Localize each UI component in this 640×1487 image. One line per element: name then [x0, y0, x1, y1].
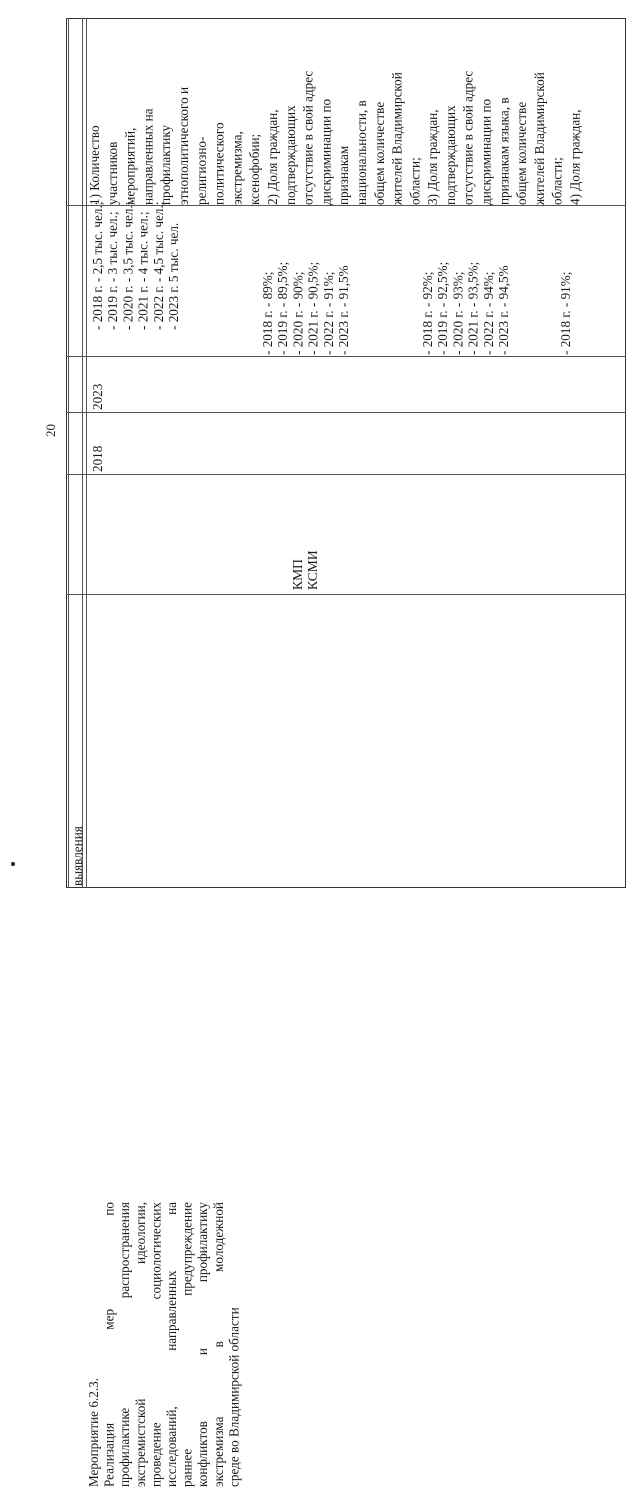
value-line: - 2018 г. - 92%;: [420, 271, 435, 355]
indicator-line: дискриминации по: [478, 98, 494, 205]
indicator-line: области;: [549, 157, 565, 205]
indicator-line: направленных на: [140, 108, 156, 205]
executor-line: КМП: [290, 559, 305, 590]
value-line: - 2019 г. - 89,5%;: [275, 261, 291, 355]
end-year-text: 2023: [90, 383, 105, 410]
indicator-line: религиозно-: [193, 136, 209, 205]
value-line: - 2023 г. - 94,5%: [496, 265, 512, 355]
measure-line: конфликтов и профилактику: [195, 1202, 211, 1487]
measure-line: исследований, направленных на: [163, 1202, 179, 1487]
indicator-line: признакам языка, в: [496, 97, 512, 205]
rule: [66, 594, 626, 595]
executor-cell: [290, 520, 320, 590]
values-nationality: [260, 245, 351, 355]
indicator-line: профилактику: [158, 124, 174, 205]
value-line: - 2020 г. - 90%;: [290, 271, 306, 355]
value-line: - 2019 г. - 3 тыс. чел.;: [105, 211, 121, 330]
indicator-line: национальности, в: [353, 100, 369, 205]
rule: [68, 18, 69, 888]
measure-line: раннее предупреждение: [179, 1202, 195, 1487]
indicator-line: 4) Доля граждан,: [567, 109, 583, 205]
value-line: - 2021 г. - 93,5%;: [465, 261, 481, 355]
measure-line: проведение социологических: [148, 1202, 164, 1487]
value-line: - 2018 г. - 89%;: [260, 271, 275, 355]
value-line: - 2021 г. - 90,5%;: [305, 261, 321, 355]
indicator-line: мероприятий,: [122, 127, 138, 205]
executor-line: КСМИ: [305, 550, 320, 590]
value-line: - 2020 г. - 93%;: [450, 271, 466, 355]
measure-line: Реализация мер по: [101, 1202, 117, 1487]
start-year-cell: [90, 432, 106, 472]
rule: [82, 18, 83, 888]
indicator-line: отсутствие в свой адрес: [300, 70, 316, 205]
indicator-line: области;: [407, 157, 423, 205]
indicator-line: дискриминации по: [318, 98, 334, 205]
scan-dot-mark: [11, 862, 15, 866]
indicator-line: этнополитического и: [175, 86, 191, 205]
values-participants: [90, 201, 182, 330]
measure-line: среде во Владимирской области: [226, 1307, 242, 1487]
cell-vyyavleniya: [70, 0, 86, 886]
value-line: - 2019 г. - 92,5%;: [435, 261, 451, 355]
start-year-text: 2018: [90, 445, 105, 472]
rule: [66, 356, 626, 357]
value-line: - 2020 г. - 3,5 тыс. чел.;: [120, 201, 136, 330]
indicator-line: признакам: [336, 145, 352, 205]
indicator-line: жителей Владимирской: [531, 72, 547, 205]
indicator-line: жителей Владимирской: [389, 72, 405, 205]
indicator-line: подтверждающих: [442, 105, 458, 205]
measure-line: профилактике распространения: [117, 1202, 133, 1487]
value-line: - 2023 г. 5 тыс. чел.: [166, 222, 182, 330]
indicator-line: 1) Количество: [87, 125, 102, 205]
indicators-cell: [86, 14, 584, 205]
indicator-line: общем количестве: [371, 101, 387, 205]
indicator-line: общем количестве: [514, 101, 530, 205]
measure-line: экстремизма в молодежной: [210, 1202, 226, 1487]
value-line: - 2021 г. - 4 тыс. чел.;: [135, 211, 151, 330]
rule: [86, 18, 87, 888]
indicator-line: участников: [104, 141, 120, 205]
values-language: [420, 245, 511, 355]
measure-line: Мероприятие 6.2.3.: [86, 1377, 101, 1487]
rule: [66, 474, 626, 475]
indicator-line: 2) Доля граждан,: [264, 109, 280, 205]
rule: [66, 412, 626, 413]
measure-description: [86, 601, 242, 1487]
indicator-line: отсутствие в свой адрес: [460, 70, 476, 205]
rule: [66, 205, 626, 206]
value-line: - 2022 г. - 94%;: [480, 271, 496, 355]
indicator-line: ксенофобии;: [247, 133, 263, 205]
value-line: - 2022 г. - 4,5 тыс. чел.;: [150, 201, 166, 330]
indicator-line: экстремизма,: [229, 131, 245, 205]
value-line: - 2018 г. - 2,5 тыс. чел.;: [90, 201, 105, 330]
value-line: - 2023 г. - 91,5%: [336, 265, 352, 355]
value-line: - 2018 г. - 91%;: [558, 271, 573, 355]
indicator-line: подтверждающих: [282, 105, 298, 205]
value-line: - 2022 г. - 91%;: [320, 271, 336, 355]
indicator-line: политического: [211, 122, 227, 205]
page-number: 20: [43, 424, 58, 437]
indicator-line: 3) Доля граждан,: [425, 109, 441, 205]
values-last: [558, 255, 573, 355]
end-year-cell: [90, 368, 106, 410]
cell-vyyavleniya-text: выявления: [70, 826, 85, 886]
measure-line: экстремистской идеологии,: [132, 1202, 148, 1487]
